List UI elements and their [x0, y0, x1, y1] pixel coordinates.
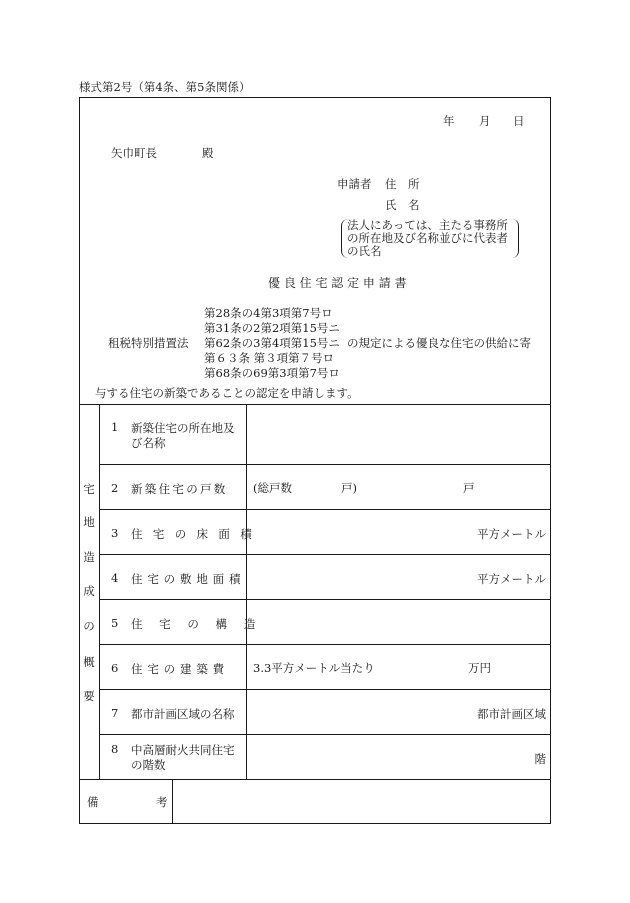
row-divider: [99, 554, 551, 555]
section-label-char: 宅: [83, 482, 95, 496]
row-number: 1: [111, 420, 119, 434]
row-label: 住宅の敷地面積: [131, 572, 246, 586]
law-reference: 第６３条 第３項第７号ロ: [204, 351, 335, 365]
row-divider: [99, 734, 551, 735]
row-divider: [99, 599, 551, 600]
form-number: 様式第2号（第4条、第5条関係）: [79, 80, 251, 94]
statement-line: 与する住宅の新築であることの認定を申請します。: [95, 386, 359, 400]
row-label: 住宅の建築費: [131, 662, 229, 676]
row-divider: [99, 509, 551, 510]
floors-unit: 階: [534, 752, 546, 766]
row-divider: [99, 644, 551, 645]
law-reference: 第31条の2第2項第15号ニ: [204, 321, 340, 335]
note-line: の氏名: [347, 244, 382, 258]
corporate-note: [347, 219, 517, 258]
section-divider: [79, 404, 551, 405]
floor-area-unit: 平方メートル: [477, 527, 546, 541]
site-area-unit: 平方メートル: [477, 572, 546, 586]
cost-per-unit-label: 3.3平方メートル当たり: [253, 661, 375, 675]
date-month: 月: [479, 114, 491, 128]
section-label-char: 地: [83, 515, 95, 529]
row-number: 4: [111, 571, 119, 585]
note-line: 法人にあっては、主たる事務所: [347, 218, 508, 232]
row-number: 2: [111, 481, 119, 495]
row-divider: [99, 464, 551, 465]
city-planning-unit: 都市計画区域: [477, 707, 546, 721]
section-label-char: 概: [83, 655, 95, 669]
column-divider: [246, 404, 247, 779]
row-number: 6: [111, 661, 119, 675]
address-label: 住 所: [385, 177, 420, 191]
row-number: 5: [111, 616, 119, 630]
law-reference: 第62条の3第4項第15号ニ: [204, 336, 340, 350]
addressee-name: 矢巾町長: [111, 146, 157, 160]
section-label-char: 要: [83, 689, 95, 703]
date-day: 日: [513, 114, 525, 128]
document-title: 優 良 住 宅 認 定 申 請 書: [268, 276, 407, 290]
remarks-label: 考: [156, 795, 168, 809]
row-label: 新築住宅の戸数: [131, 482, 228, 496]
row-divider: [99, 689, 551, 690]
row-label: 都市計画区域の名称: [131, 707, 235, 721]
cost-unit: 万円: [468, 661, 491, 675]
column-divider: [172, 779, 173, 824]
column-divider: [99, 404, 100, 779]
addressee-honorific: 殿: [202, 146, 214, 160]
row-number: 3: [111, 526, 119, 540]
row-label: 住宅の床面積: [131, 527, 263, 541]
name-label: 氏 名: [385, 198, 420, 212]
applicant-label: 申請者: [337, 177, 372, 191]
remarks-label: 備: [87, 795, 99, 809]
row-label: び名称: [131, 436, 166, 450]
section-label-char: 成: [83, 584, 95, 598]
total-units-close: 戸): [341, 481, 357, 495]
row-number: 8: [111, 742, 119, 756]
row-label: 新築住宅の所在地及: [131, 421, 235, 435]
law-reference: 第68条の69第3項第7号ロ: [204, 366, 340, 380]
remarks-divider: [79, 779, 551, 780]
units-unit: 戸: [463, 481, 475, 495]
statement-continuation: の規定による優良な住宅の供給に寄: [347, 336, 531, 350]
row-label: 中高層耐火共同住宅: [131, 743, 235, 757]
row-label: 住宅の構造: [131, 617, 272, 631]
row-label: の階数: [131, 758, 166, 772]
total-units-prefix: (総戸数: [253, 481, 292, 495]
section-label-char: 造: [83, 550, 95, 564]
date-year: 年: [443, 114, 455, 128]
law-name: 租税特別措置法: [108, 336, 189, 350]
section-label-char: の: [83, 619, 95, 633]
row-number: 7: [111, 706, 119, 720]
note-line: の所在地及び名称並びに代表者: [347, 231, 508, 245]
law-reference: 第28条の4第3項第7号ロ: [204, 306, 333, 320]
